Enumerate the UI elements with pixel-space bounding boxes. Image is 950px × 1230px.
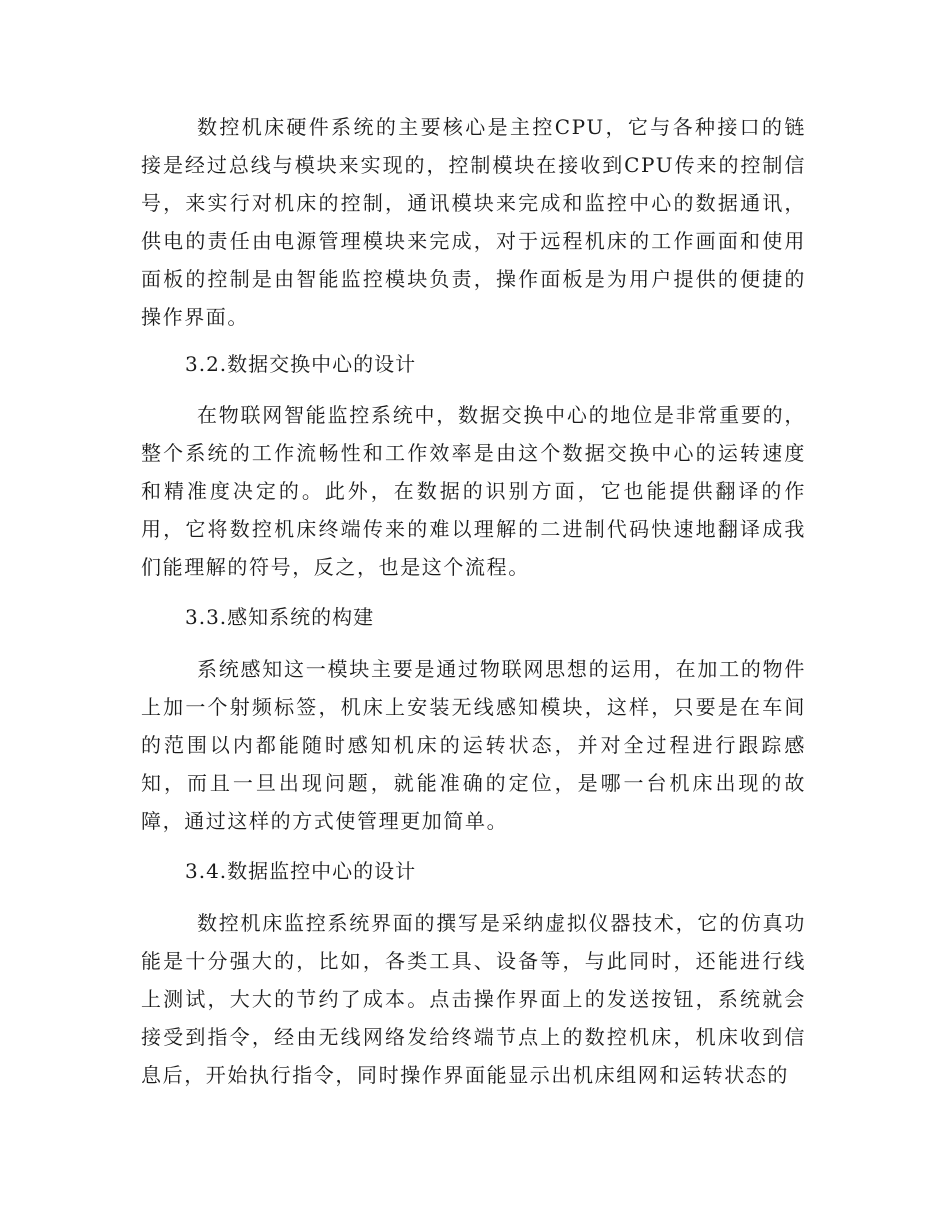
paragraph-data-exchange-center: 在物联网智能监控系统中，数据交换中心的地位是非常重要的，整个系统的工作流畅性和工作效率是由这个数据交换中心的运转速度和精准度决定的。此外，在数据的识别方面，它也能提供翻译的作用，它将数控机床终端传来的难以理解的二进制代码快速地翻译成我们能理解的符号，反之，也是这个流程。 [141,403,806,579]
paragraph-monitoring-center: 数控机床监控系统界面的撰写是采纳虚拟仪器技术，它的仿真功能是十分强大的，比如，各类工具、设备等，与此同时，还能进行线上测试，大大的节约了成本。点击操作界面上的发送按钮，系统就会接受到指令，经由无线网络发给终端节点上的数控机床，机床收到信息后，开始执行指令，同时操作界面能显示出机床组网和运转状态的 [141,911,806,1087]
paragraph-sensing-system: 系统感知这一模块主要是通过物联网思想的运用，在加工的物件上加一个射频标签，机床上安装无线感知模块，这样，只要是在车间的范围以内都能随时感知机床的运转状态，并对全过程进行跟踪感知，而且一旦出现问题，就能准确的定位，是哪一台机床出现的故障，通过这样的方式使管理更加简单。 [141,657,806,833]
section-heading-3-2: 3.2.数据交换中心的设计 [185,352,417,376]
section-heading-3-4: 3.4.数据监控中心的设计 [185,859,417,883]
paragraph-hardware-system: 数控机床硬件系统的主要核心是主控CPU，它与各种接口的链接是经过总线与模块来实现的，控制模块在接收到CPU传来的控制信号，来实行对机床的控制，通讯模块来完成和监控中心的数据通讯，供电的责任由电源管理模块来完成，对于远程机床的工作画面和使用面板的控制是由智能监控模块负责，操作面板是为用户提供的便捷的操作界面。 [141,115,806,329]
section-heading-3-3: 3.3.感知系统的构建 [185,605,375,629]
